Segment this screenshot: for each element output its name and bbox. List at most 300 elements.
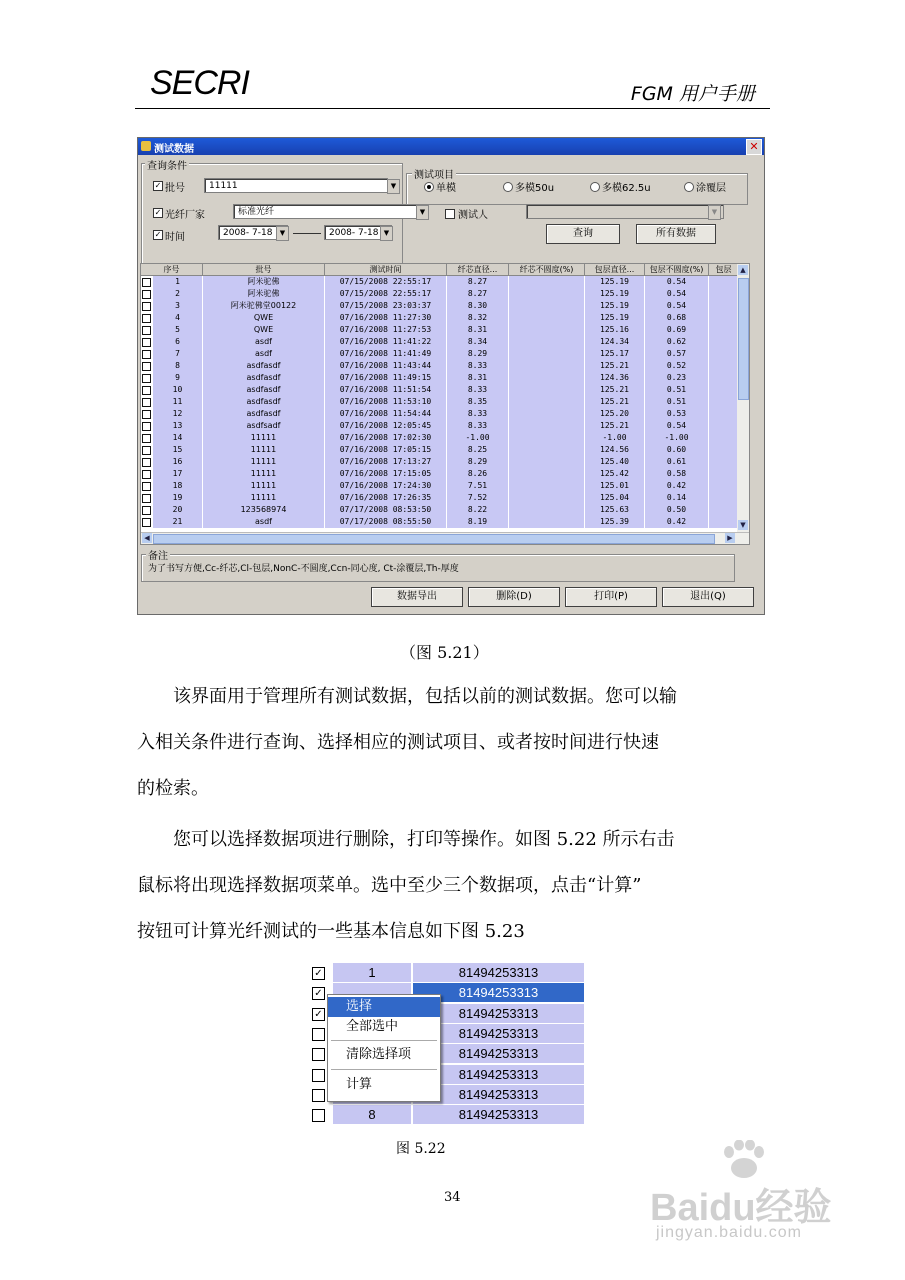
row-checkbox[interactable]	[142, 314, 151, 323]
page-number: 34	[444, 1190, 461, 1205]
table-cell: 11111	[203, 480, 325, 492]
paragraph-1-line: 该界面用于管理所有测试数据，包括以前的测试数据。您可以输	[173, 686, 677, 707]
table-cell: 0.57	[645, 348, 709, 360]
row-checkbox[interactable]	[142, 458, 151, 467]
table-cell: 2	[153, 288, 203, 300]
table-cell: 8.19	[447, 516, 509, 528]
table-cell: 0.53	[645, 408, 709, 420]
table-cell: 阿米驼佛	[203, 288, 325, 300]
vendor-input[interactable]: 标准光纤	[233, 204, 427, 219]
table-cell: asdfasdf	[203, 408, 325, 420]
table-cell: asdf	[203, 348, 325, 360]
table-cell	[709, 300, 737, 312]
table-cell: 125.04	[585, 492, 645, 504]
paragraph-1-line: 的检索。	[137, 778, 209, 799]
tester-checkbox[interactable]	[445, 209, 455, 219]
table-cell	[709, 336, 737, 348]
menu-item-select-all[interactable]: 全部选中	[346, 1019, 399, 1034]
table-cell: 18	[153, 480, 203, 492]
row-checkbox[interactable]	[142, 494, 151, 503]
table-cell: 07/16/2008 12:05:45	[325, 420, 447, 432]
table-cell: 125.21	[585, 420, 645, 432]
test-items-label: 测试项目	[412, 166, 456, 181]
table-row[interactable]	[141, 480, 737, 492]
vendor-label: 光纤厂家	[165, 210, 205, 221]
row-checkbox[interactable]	[142, 422, 151, 431]
row-checkbox[interactable]	[142, 326, 151, 335]
header-divider	[135, 108, 770, 109]
batch-checkbox[interactable]: ✓	[154, 181, 162, 190]
table-cell: 07/16/2008 11:41:22	[325, 336, 447, 348]
table-cell: 12	[153, 408, 203, 420]
radio-coating-label: 涂覆层	[696, 183, 726, 194]
table-cell	[709, 384, 737, 396]
table-cell: 07/17/2008 08:53:50	[325, 504, 447, 516]
table-cell: 07/16/2008 11:49:15	[325, 372, 447, 384]
table-cell: 8.33	[447, 384, 509, 396]
table-cell	[509, 420, 585, 432]
table-cell: 8.33	[447, 408, 509, 420]
column-header[interactable]: 测试时间	[325, 264, 447, 276]
test-data-dialog	[137, 137, 765, 615]
column-header[interactable]: 批号	[203, 264, 325, 276]
row-number: 8	[333, 1105, 411, 1124]
table-cell: 125.21	[585, 384, 645, 396]
table-cell: asdf	[203, 516, 325, 528]
table-cell: 8.29	[447, 456, 509, 468]
table-row[interactable]	[141, 348, 737, 360]
row-checkbox[interactable]	[142, 362, 151, 371]
table-cell: 07/16/2008 17:24:30	[325, 480, 447, 492]
menu-item-clear-selection[interactable]: 清除选择项	[346, 1047, 412, 1062]
column-header[interactable]: 序号	[141, 264, 203, 276]
scroll-down-arrow[interactable]: ▼	[738, 520, 748, 530]
row-checkbox[interactable]	[142, 398, 151, 407]
table-cell: 125.21	[585, 396, 645, 408]
table-cell	[509, 396, 585, 408]
close-button[interactable]: ✕	[746, 139, 762, 155]
table-cell: 8.30	[447, 300, 509, 312]
table-row[interactable]	[141, 420, 737, 432]
table-cell: 125.42	[585, 468, 645, 480]
list-item[interactable]	[310, 1105, 584, 1125]
menu-separator	[331, 1040, 437, 1041]
row-value: 81494253313	[413, 983, 584, 1002]
table-cell: 1	[153, 276, 203, 288]
table-cell: 07/15/2008 22:55:17	[325, 288, 447, 300]
table-cell: 0.69	[645, 324, 709, 336]
column-header[interactable]: 纤芯不圆度(%)	[509, 264, 585, 276]
table-cell: 0.14	[645, 492, 709, 504]
all-data-button[interactable]: 所有数据	[636, 224, 716, 244]
vendor-dropdown-arrow[interactable]: ▼	[416, 205, 429, 220]
table-cell: 8.27	[447, 276, 509, 288]
row-checkbox[interactable]	[142, 338, 151, 347]
watermark-url: jingyan.baidu.com	[656, 1224, 802, 1241]
table-cell: 3	[153, 300, 203, 312]
table-cell: -1.00	[447, 432, 509, 444]
table-cell	[509, 504, 585, 516]
table-row[interactable]	[141, 288, 737, 300]
row-checkbox[interactable]: ✓	[312, 1008, 325, 1021]
vendor-checkbox[interactable]: ✓	[154, 208, 162, 217]
table-cell: 0.54	[645, 420, 709, 432]
table-cell: 10	[153, 384, 203, 396]
table-cell: 8.34	[447, 336, 509, 348]
table-cell: 125.19	[585, 276, 645, 288]
radio-multimode50[interactable]	[503, 182, 513, 192]
table-cell	[709, 444, 737, 456]
figure-caption-5-22: 图 5.22	[396, 1141, 446, 1157]
table-cell	[509, 312, 585, 324]
table-cell: 125.63	[585, 504, 645, 516]
row-value: 81494253313	[413, 1085, 584, 1104]
radio-multimode625-label: 多模62.5u	[602, 183, 651, 194]
table-cell: 8.32	[447, 312, 509, 324]
figure-caption-5-21: （图 5.21）	[400, 643, 489, 662]
time-label: 时间	[165, 232, 185, 243]
exit-button[interactable]: 退出(Q)	[662, 587, 754, 607]
print-button[interactable]: 打印(P)	[565, 587, 657, 607]
table-cell: 125.19	[585, 300, 645, 312]
time-checkbox[interactable]: ✓	[154, 230, 162, 239]
table-cell: 07/16/2008 17:05:15	[325, 444, 447, 456]
table-cell: 07/15/2008 22:55:17	[325, 276, 447, 288]
list-item[interactable]	[310, 963, 584, 983]
table-cell: asdfasdf	[203, 396, 325, 408]
row-value: 81494253313	[413, 1105, 584, 1124]
paragraph-2	[137, 817, 777, 955]
table-cell	[709, 312, 737, 324]
column-header[interactable]: 纤芯直径...	[447, 264, 509, 276]
date-from-input[interactable]: 2008- 7-18	[218, 225, 288, 240]
table-cell	[509, 468, 585, 480]
paragraph-2-line: 按钮可计算光纤测试的一些基本信息如下图 5.23	[137, 921, 525, 942]
table-cell: 20	[153, 504, 203, 516]
table-cell: 125.21	[585, 360, 645, 372]
table-cell: 7	[153, 348, 203, 360]
table-cell	[509, 408, 585, 420]
table-cell: 21	[153, 516, 203, 528]
table-cell: 0.42	[645, 516, 709, 528]
query-button[interactable]: 查询	[546, 224, 620, 244]
row-checkbox[interactable]	[312, 1069, 325, 1082]
table-row[interactable]	[141, 336, 737, 348]
table-row[interactable]	[141, 504, 737, 516]
row-checkbox[interactable]	[142, 434, 151, 443]
table-cell: 0.54	[645, 276, 709, 288]
row-checkbox[interactable]: ✓	[312, 987, 325, 1000]
dialog-titlebar	[138, 138, 764, 155]
radio-singlemode-label: 单模	[436, 183, 456, 194]
table-cell	[509, 324, 585, 336]
scroll-left-arrow[interactable]: ◀	[142, 533, 152, 543]
table-cell: 0.52	[645, 360, 709, 372]
table-cell: 0.51	[645, 396, 709, 408]
table-cell: 125.20	[585, 408, 645, 420]
table-cell: 11111	[203, 492, 325, 504]
table-cell: 19	[153, 492, 203, 504]
table-cell: 0.60	[645, 444, 709, 456]
tester-label: 测试人	[458, 210, 488, 221]
vertical-scrollbar[interactable]	[737, 264, 749, 532]
menu-separator	[331, 1069, 437, 1070]
table-cell	[709, 372, 737, 384]
table-cell	[509, 360, 585, 372]
table-cell	[709, 456, 737, 468]
table-cell: 13	[153, 420, 203, 432]
baidu-watermark	[650, 1140, 870, 1250]
row-checkbox[interactable]	[142, 290, 151, 299]
table-cell: 15	[153, 444, 203, 456]
table-row[interactable]	[141, 312, 737, 324]
notes-label: 备注	[146, 547, 170, 562]
table-cell	[709, 432, 737, 444]
table-cell: QWE	[203, 312, 325, 324]
table-cell: 07/17/2008 08:55:50	[325, 516, 447, 528]
column-header[interactable]: 包层不圆度(%)	[645, 264, 709, 276]
table-cell	[709, 504, 737, 516]
radio-multimode50-label: 多模50u	[515, 183, 555, 194]
date-to-arrow[interactable]: ▼	[380, 226, 393, 241]
table-cell: 125.17	[585, 348, 645, 360]
table-cell: 124.36	[585, 372, 645, 384]
table-row[interactable]	[141, 372, 737, 384]
context-menu	[327, 994, 441, 1102]
table-cell: 6	[153, 336, 203, 348]
table-cell: 11111	[203, 468, 325, 480]
table-cell	[509, 384, 585, 396]
table-cell: 8.22	[447, 504, 509, 516]
table-cell: 16	[153, 456, 203, 468]
tester-dropdown-arrow[interactable]: ▼	[708, 205, 721, 220]
row-checkbox[interactable]	[142, 302, 151, 311]
table-cell: 0.51	[645, 384, 709, 396]
data-table	[140, 263, 750, 545]
table-cell	[709, 396, 737, 408]
row-checkbox[interactable]	[142, 386, 151, 395]
paragraph-1-line: 入相关条件进行查询、选择相应的测试项目、或者按时间进行快速	[137, 732, 659, 753]
table-cell	[709, 360, 737, 372]
table-row[interactable]	[141, 492, 737, 504]
table-row[interactable]	[141, 444, 737, 456]
table-body	[141, 276, 737, 534]
scroll-up-arrow[interactable]: ▲	[738, 265, 748, 275]
radio-multimode625[interactable]	[590, 182, 600, 192]
table-cell	[709, 408, 737, 420]
table-cell	[509, 444, 585, 456]
table-row[interactable]	[141, 456, 737, 468]
manual-title: FGM 用户手册	[630, 83, 755, 105]
scroll-right-arrow[interactable]: ▶	[725, 533, 735, 543]
row-checkbox[interactable]	[142, 446, 151, 455]
table-cell: asdfasdf	[203, 372, 325, 384]
app-icon	[141, 141, 151, 151]
table-cell: 125.39	[585, 516, 645, 528]
table-cell	[509, 492, 585, 504]
brand-logo-text: SECRI	[150, 64, 249, 102]
table-cell: 0.54	[645, 300, 709, 312]
radio-coating[interactable]	[684, 182, 694, 192]
table-cell	[709, 516, 737, 528]
row-checkbox[interactable]	[142, 482, 151, 491]
table-cell: 11111	[203, 456, 325, 468]
table-cell	[509, 516, 585, 528]
table-cell	[709, 480, 737, 492]
table-cell: 8.33	[447, 360, 509, 372]
row-checkbox[interactable]	[142, 374, 151, 383]
table-cell: 4	[153, 312, 203, 324]
query-conditions-label: 查询条件	[145, 157, 189, 172]
table-cell: 0.50	[645, 504, 709, 516]
table-cell: 07/15/2008 23:03:37	[325, 300, 447, 312]
row-checkbox[interactable]	[142, 506, 151, 515]
table-cell	[709, 276, 737, 288]
table-cell: -1.00	[585, 432, 645, 444]
notes-text: 为了书写方便,Cc-纤芯,Cl-包层,NonC-不圆度,Ccn-同心度, Ct-涂覆层,Th-厚度	[148, 564, 459, 574]
row-value: 81494253313	[413, 1065, 584, 1084]
row-value: 81494253313	[413, 1024, 584, 1043]
row-checkbox[interactable]	[142, 350, 151, 359]
table-row[interactable]	[141, 360, 737, 372]
table-cell: 125.16	[585, 324, 645, 336]
table-cell: 9	[153, 372, 203, 384]
table-cell: 125.40	[585, 456, 645, 468]
table-cell	[709, 468, 737, 480]
table-cell: -1.00	[645, 432, 709, 444]
table-cell: 8.27	[447, 288, 509, 300]
date-from-arrow[interactable]: ▼	[276, 226, 289, 241]
table-cell: 125.01	[585, 480, 645, 492]
table-cell: 07/16/2008 17:13:27	[325, 456, 447, 468]
table-cell: 07/16/2008 11:43:44	[325, 360, 447, 372]
table-cell	[709, 420, 737, 432]
table-cell: 125.19	[585, 312, 645, 324]
date-to-input[interactable]: 2008- 7-18	[324, 225, 392, 240]
table-cell: 阿米驼佛堂00122	[203, 300, 325, 312]
menu-item-calculate[interactable]: 计算	[346, 1077, 373, 1092]
column-header[interactable]: 包层	[709, 264, 739, 276]
table-cell: 8.33	[447, 420, 509, 432]
table-row[interactable]	[141, 468, 737, 480]
table-cell: 11	[153, 396, 203, 408]
table-cell: 0.62	[645, 336, 709, 348]
table-cell: 07/16/2008 11:27:30	[325, 312, 447, 324]
table-cell: 07/16/2008 11:41:49	[325, 348, 447, 360]
table-row[interactable]	[141, 516, 737, 528]
row-checkbox[interactable]	[142, 518, 151, 527]
table-cell: 0.23	[645, 372, 709, 384]
table-row[interactable]	[141, 384, 737, 396]
table-cell	[509, 300, 585, 312]
paragraph-2-line: 鼠标将出现选择数据项菜单。选中至少三个数据项，点击“计算”	[137, 875, 642, 896]
table-cell: 8	[153, 360, 203, 372]
table-cell: asdfasdf	[203, 384, 325, 396]
table-cell: 11111	[203, 432, 325, 444]
table-cell	[509, 348, 585, 360]
table-cell: 0.58	[645, 468, 709, 480]
menu-item-select[interactable]: 选择	[328, 997, 440, 1017]
table-cell	[709, 288, 737, 300]
batch-input[interactable]: 11111	[204, 178, 388, 193]
column-header[interactable]: 包层直径...	[585, 264, 645, 276]
table-cell: 7.52	[447, 492, 509, 504]
row-checkbox[interactable]	[312, 1109, 325, 1122]
row-checkbox[interactable]	[312, 1048, 325, 1061]
table-cell: 124.56	[585, 444, 645, 456]
table-cell: 0.42	[645, 480, 709, 492]
horizontal-scroll-thumb[interactable]	[153, 534, 715, 544]
table-cell: 8.29	[447, 348, 509, 360]
table-cell: 0.68	[645, 312, 709, 324]
table-cell: 8.35	[447, 396, 509, 408]
row-value: 81494253313	[413, 1004, 584, 1023]
table-cell: 07/16/2008 17:02:30	[325, 432, 447, 444]
row-checkbox[interactable]	[142, 470, 151, 479]
table-row[interactable]	[141, 324, 737, 336]
table-cell	[509, 372, 585, 384]
table-cell: 123568974	[203, 504, 325, 516]
watermark-brand: Baidu经验	[650, 1187, 832, 1229]
date-range-dash	[293, 233, 321, 234]
dialog-title: 测试数据	[154, 144, 194, 155]
table-cell	[709, 324, 737, 336]
table-cell: 07/16/2008 11:53:10	[325, 396, 447, 408]
row-value: 81494253313	[413, 963, 584, 982]
table-cell: 07/16/2008 11:51:54	[325, 384, 447, 396]
row-checkbox[interactable]	[312, 1028, 325, 1041]
table-cell: asdfsadf	[203, 420, 325, 432]
table-cell	[709, 492, 737, 504]
paragraph-1	[137, 674, 777, 812]
table-cell	[509, 480, 585, 492]
table-cell: 07/16/2008 17:26:35	[325, 492, 447, 504]
batch-dropdown-arrow[interactable]: ▼	[387, 179, 400, 194]
export-data-button[interactable]: 数据导出	[371, 587, 463, 607]
tester-input[interactable]	[526, 204, 724, 219]
table-cell: 11111	[203, 444, 325, 456]
table-cell: 07/16/2008 11:54:44	[325, 408, 447, 420]
row-checkbox[interactable]	[142, 410, 151, 419]
row-value: 81494253313	[413, 1044, 584, 1063]
table-cell: asdf	[203, 336, 325, 348]
table-row[interactable]	[141, 432, 737, 444]
paragraph-2-line: 您可以选择数据项进行删除，打印等操作。如图 5.22 所示右击	[173, 829, 675, 850]
vertical-scroll-thumb[interactable]	[738, 278, 749, 400]
table-cell: 5	[153, 324, 203, 336]
table-cell	[709, 348, 737, 360]
table-row[interactable]	[141, 276, 737, 288]
table-cell: 0.61	[645, 456, 709, 468]
row-checkbox[interactable]	[142, 278, 151, 287]
table-cell: 07/16/2008 17:15:05	[325, 468, 447, 480]
table-cell: 0.54	[645, 288, 709, 300]
row-checkbox[interactable]: ✓	[312, 967, 325, 980]
delete-button[interactable]: 删除(D)	[468, 587, 560, 607]
table-row[interactable]	[141, 408, 737, 420]
table-cell	[509, 456, 585, 468]
table-row[interactable]	[141, 300, 737, 312]
radio-singlemode[interactable]	[424, 182, 434, 192]
table-cell: 124.34	[585, 336, 645, 348]
batch-label: 批号	[165, 183, 185, 194]
row-number: 1	[333, 963, 411, 982]
horizontal-scrollbar[interactable]	[141, 532, 749, 544]
table-cell: 8.31	[447, 324, 509, 336]
table-cell	[509, 288, 585, 300]
table-row[interactable]	[141, 396, 737, 408]
row-checkbox[interactable]	[312, 1089, 325, 1102]
